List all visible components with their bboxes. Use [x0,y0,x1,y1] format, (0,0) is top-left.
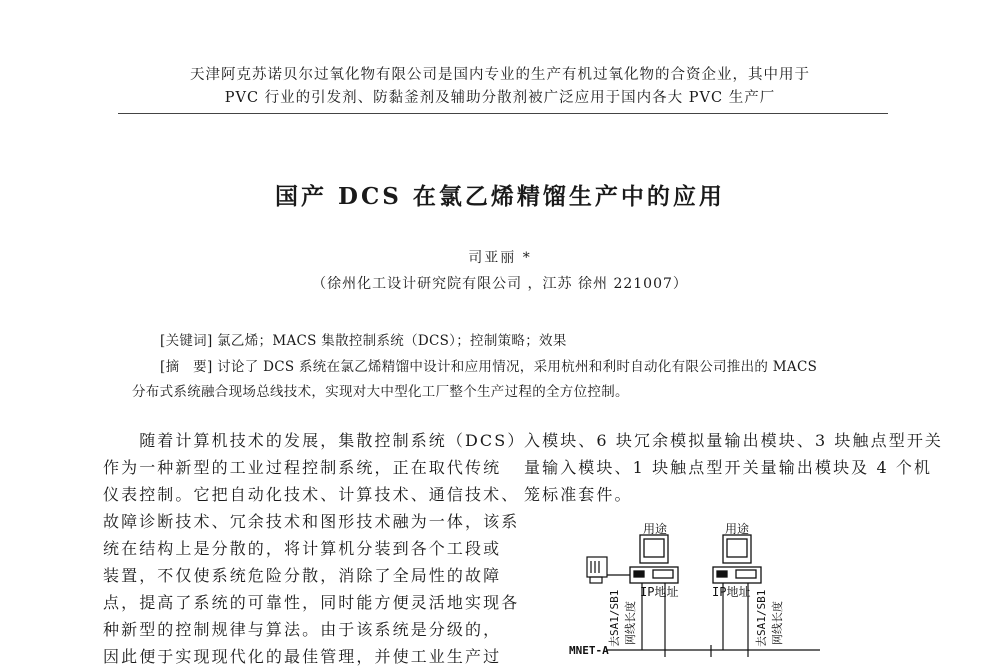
affiliation: （徐州化工设计研究院有限公司 ，江苏 徐州 221007） [312,276,688,292]
body-line: 点，提高了系统的可靠性，同时能方便灵活地实现各 [103,593,520,612]
body-line: 作为一种新型的工业过程控制系统，正在取代传统 [103,458,502,477]
author: 司亚丽 * [468,250,532,266]
cable-label-2b: 网线长度 [771,601,784,645]
paper-title: 国产 DCS 在氯乙烯精馏生产中的应用 [275,183,725,210]
workstation-2-icon [713,535,761,583]
ip-label-1: IP地址 [640,585,679,599]
header-line-2: PVC 行业的引发剂、防黏釜剂及辅助分散剂被广泛应用于国内各大 PVC 生产厂 [224,90,776,106]
station-1-label: 用途 [643,522,668,536]
cable-label-2a: 去SA1/SB1 [755,589,768,647]
body-line: 量输入模块、1 块触点型开关量输出模块及 4 个机 [524,458,933,477]
keywords: [关键词] 氯乙烯；MACS 集散控制系统（DCS）；控制策略；效果 [160,333,567,349]
body-line: 故障诊断技术、冗余技术和图形技术融为一体，该系 [103,512,520,531]
body-line: 仪表控制。它把自动化技术、计算技术、通信技术、 [103,485,520,504]
body-line: 因此便于实现现代化的最佳管理，并使工业生产过 [103,647,502,666]
abstract-line-2: 分布式系统融合现场总线技术，实现对大中型化工厂整个生产过程的全方位控制。 [132,384,629,400]
body-line: 统在结构上是分散的，将计算机分装到各个工段或 [103,539,502,558]
ip-label-2: IP地址 [712,585,751,599]
body-line: 装置，不仅使系统危险分散，消除了全局性的故障 [103,566,502,585]
header-line-1: 天津阿克苏诺贝尔过氧化物有限公司是国内专业的生产有机过氧化物的合资企业，其中用于 [190,67,810,83]
body-line: 笼标准套件。 [524,485,633,504]
abstract-line-1: [摘 要] 讨论了 DCS 系统在氯乙烯精馏中设计和应用情况，采用杭州和利时自动化有限公司推出的 MACS [160,359,818,375]
cable-label-1b: 网线长度 [624,601,637,645]
workstation-1-icon [630,535,678,583]
network-label: MNET-A [569,644,609,657]
body-line: 入模块、6 块冗余模拟量输出模块、3 块触点型开关 [524,431,944,450]
station-2-label: 用途 [725,522,750,536]
body-line: 种新型的控制规律与算法。由于该系统是分级的， [103,620,502,639]
printer-icon [587,557,630,583]
cable-label-1a: 去SA1/SB1 [608,589,621,647]
body-line: 随着计算机技术的发展，集散控制系统（DCS） [103,431,526,450]
